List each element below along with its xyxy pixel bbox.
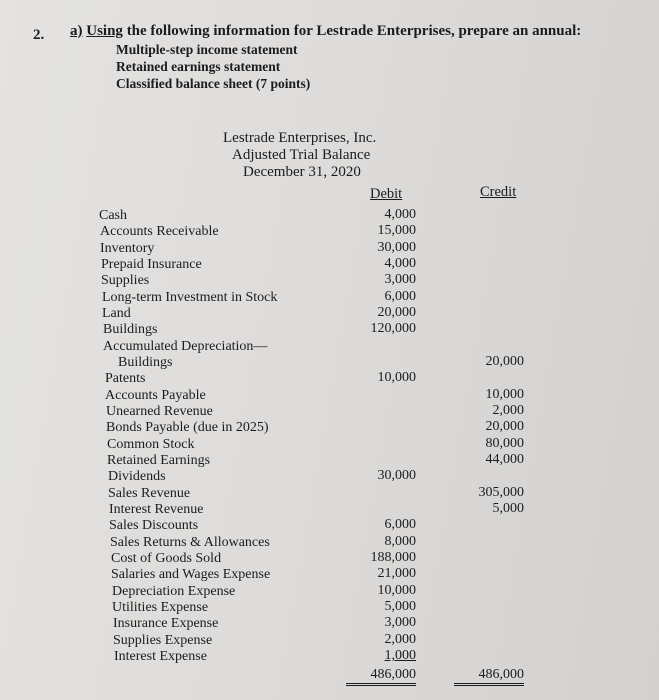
account-name: Patents (105, 371, 146, 386)
account-name: Accumulated Depreciation— (103, 339, 268, 354)
credit-amount: 10,000 (485, 387, 524, 402)
account-name: Dividends (108, 469, 166, 484)
account-name: Interest Revenue (109, 502, 204, 517)
credit-amount: 305,000 (478, 485, 524, 500)
account-name: Long-term Investment in Stock (102, 290, 278, 305)
account-name: Depreciation Expense (112, 584, 236, 599)
debit-amount: 3,000 (384, 272, 416, 287)
account-name: Salaries and Wages Expense (111, 567, 271, 582)
task-item-2: Retained earnings statement (116, 59, 281, 74)
debit-amount: 15,000 (377, 223, 416, 238)
debit-column-header: Debit (370, 186, 403, 202)
debit-amount: 5,000 (384, 599, 416, 614)
account-name: Cash (99, 208, 127, 223)
debit-amount: 21,000 (377, 566, 416, 581)
statement-date: December 31, 2020 (243, 164, 361, 180)
debit-total: 486,000 (346, 667, 416, 686)
credit-column-header: Credit (480, 184, 517, 200)
account-name: Insurance Expense (113, 616, 219, 631)
account-name: Sales Returns & Allowances (110, 535, 270, 550)
prompt-underlined: Using (86, 23, 123, 39)
account-name: Unearned Revenue (106, 404, 213, 419)
account-name: Sales Discounts (109, 518, 199, 533)
debit-amount: 30,000 (377, 468, 416, 483)
statement-title: Adjusted Trial Balance (232, 147, 371, 163)
debit-amount: 2,000 (384, 632, 416, 647)
account-name: Accounts Payable (105, 388, 206, 403)
debit-amount: 8,000 (384, 534, 416, 549)
credit-amount: 20,000 (485, 354, 524, 369)
task-item-3: Classified balance sheet (7 points) (116, 76, 311, 91)
account-name: Bonds Payable (due in 2025) (106, 420, 269, 435)
account-name: Accounts Receivable (100, 224, 219, 239)
account-name: Sales Revenue (108, 486, 191, 501)
question-part: a) (70, 23, 83, 39)
account-name: Supplies (101, 273, 150, 288)
account-name: Buildings (103, 322, 158, 337)
debit-amount: 6,000 (384, 289, 416, 304)
debit-amount: 10,000 (377, 583, 416, 598)
account-name: Utilities Expense (112, 600, 209, 615)
debit-amount: 4,000 (384, 256, 416, 271)
account-name: Prepaid Insurance (101, 257, 202, 272)
debit-amount: 188,000 (370, 550, 416, 565)
debit-amount: 120,000 (370, 321, 416, 336)
account-name: Interest Expense (114, 649, 207, 664)
account-name: Land (102, 306, 131, 321)
account-name: Inventory (100, 241, 155, 256)
credit-amount: 44,000 (485, 452, 524, 467)
debit-amount: 20,000 (377, 305, 416, 320)
debit-amount: 3,000 (384, 615, 416, 630)
debit-amount: 4,000 (384, 207, 416, 222)
question-number: 2. (33, 27, 45, 43)
account-name: Common Stock (107, 437, 195, 452)
debit-amount: 6,000 (384, 517, 416, 532)
debit-amount: 30,000 (377, 240, 416, 255)
prompt-rest: the following information for Lestrade Enterprises, prepare an annual: (122, 23, 582, 39)
debit-amount: 1,000 (384, 648, 416, 663)
credit-amount: 20,000 (485, 419, 524, 434)
question-prompt (70, 23, 581, 40)
task-item-1: Multiple-step income statement (116, 42, 298, 57)
account-name: Supplies Expense (113, 633, 213, 648)
credit-total: 486,000 (454, 667, 524, 686)
account-name: Cost of Goods Sold (111, 551, 222, 566)
debit-amount: 10,000 (377, 370, 416, 385)
account-name: Retained Earnings (107, 453, 211, 468)
credit-amount: 80,000 (485, 436, 524, 451)
credit-amount: 2,000 (492, 403, 524, 418)
company-name: Lestrade Enterprises, Inc. (223, 130, 377, 146)
account-name: Buildings (118, 355, 173, 370)
credit-amount: 5,000 (492, 501, 524, 516)
